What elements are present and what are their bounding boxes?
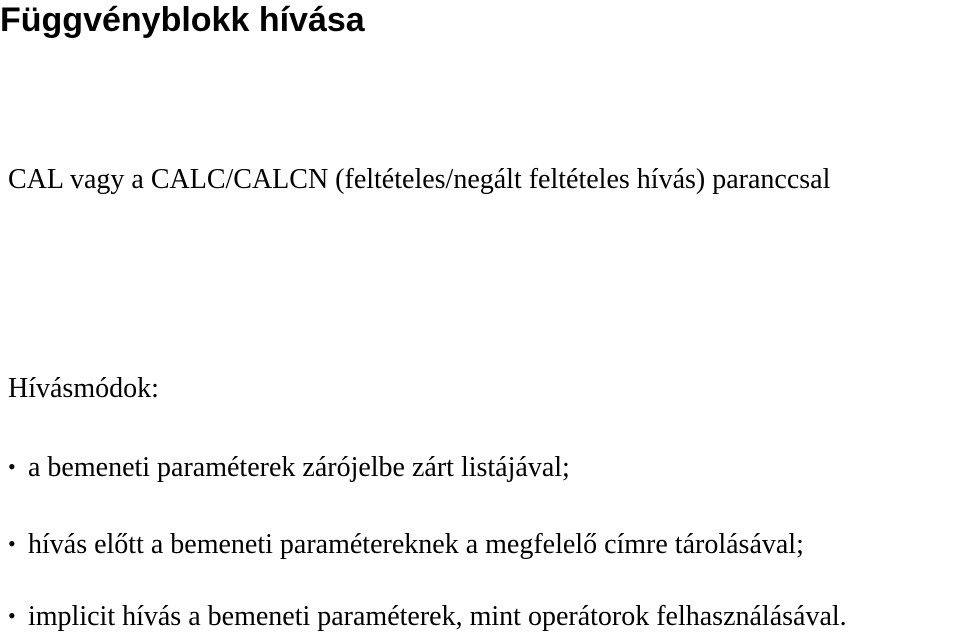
modes-heading: Hívásmódok: bbox=[8, 373, 159, 404]
bullet-icon: • bbox=[8, 454, 16, 479]
bullet-text: a bemeneti paraméterek zárójelbe zárt listájával; bbox=[28, 452, 570, 483]
bullet-icon: • bbox=[8, 531, 16, 556]
list-item bbox=[8, 599, 847, 634]
list-item bbox=[8, 527, 804, 562]
slide-subtitle: CAL vagy a CALC/CALCN (feltételes/negált feltételes hívás) paranccsal bbox=[8, 164, 831, 195]
bullet-text: implicit hívás a bemeneti paraméterek, mint operátorok felhasználásával. bbox=[28, 601, 847, 632]
list-item bbox=[8, 450, 570, 485]
slide-title: Függvényblokk hívása bbox=[0, 1, 365, 39]
bullet-text: hívás előtt a bemeneti paramétereknek a megfelelő címre tárolásával; bbox=[28, 529, 804, 560]
bullet-icon: • bbox=[8, 603, 16, 628]
